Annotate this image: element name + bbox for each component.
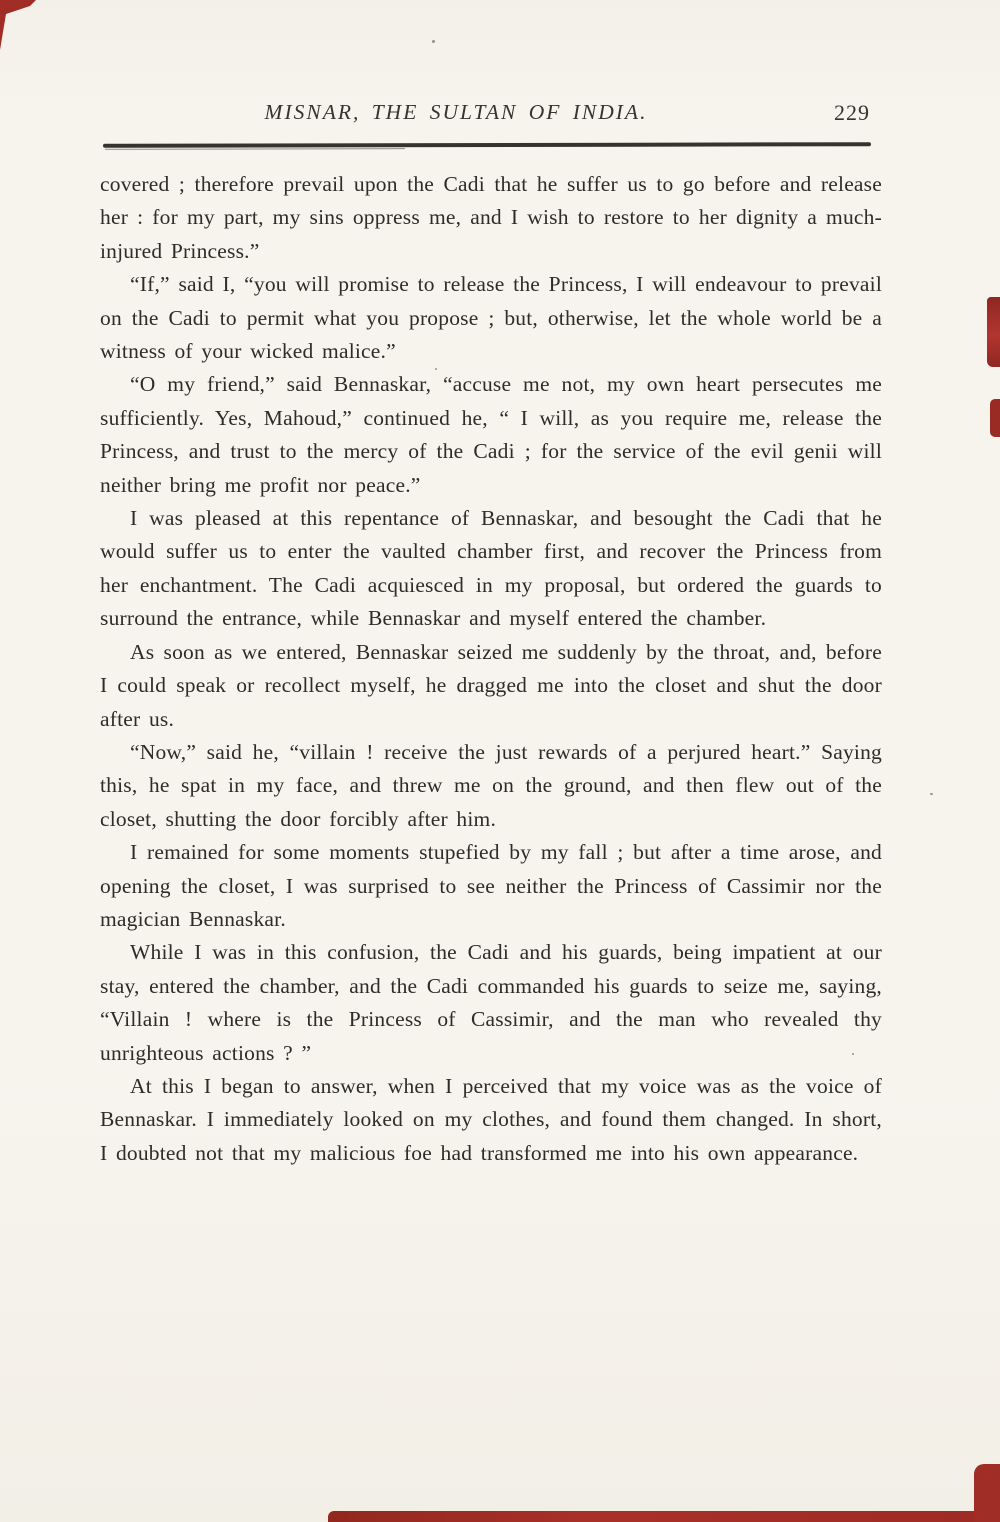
paragraph: While I was in this confusion, the Cadi and his guards, being impatient at our stay, entered the chamber, and the Cadi commanded his guards to seize me, saying, “Villain ! where is the Princess of Cassimir, and the man who revealed thy unrighteous actions ? ” [100, 940, 882, 1065]
paragraph: “O my friend,” said Bennaskar, “accuse me not, my own heart persecutes me sufficiently. Yes, Mahoud,” continued he, “ I will, as you require me, release the Princess, and trust to the mercy of the Cadi ; for the service of the evil genii will neither bring me profit nor peace.” [100, 372, 882, 497]
page-header [100, 100, 872, 134]
page-edge-stain-right-lower [990, 399, 1000, 437]
scan-speck [432, 40, 435, 43]
paragraph: covered ; therefore prevail upon the Cadi that he suffer us to go before and release her : for my part, my sins oppress me, and I wish to restore to her dignity a much-injured Princess.” [100, 172, 882, 263]
page-edge-stain-bottom [328, 1511, 1000, 1522]
page-edge-stain-top-left [0, 0, 36, 50]
paragraph: “If,” said I, “you will promise to release the Princess, I will endeavour to prevail on the Cadi to permit what you propose ; but, otherwise, let the whole world be a witness of your wicked malice.” [100, 272, 882, 364]
paragraph: I was pleased at this repentance of Bennaskar, and besought the Cadi that he would suffer us to enter the vaulted chamber first, and recover the Princess from her enchantment. The Cadi acquiesced in my proposal, but ordered the guards to surround the entrance, while Bennaskar and myself entered the chamber. [100, 506, 882, 631]
scan-speck [930, 793, 933, 795]
page-text [100, 168, 882, 1170]
paragraph: As soon as we entered, Bennaskar seized me suddenly by the throat, and, before I could speak or recollect myself, he dragged me into the closet and shut the door after us. [100, 639, 882, 731]
page-edge-stain-right-upper [987, 297, 1000, 367]
running-title: MISNAR, THE SULTAN OF INDIA. [264, 100, 648, 124]
paragraph: At this I began to answer, when I perceived that my voice was as the voice of Bennaskar. I immediately looked on my clothes, and found them changed. In short, I doubted not that my malicious foe had transformed me into his own appearance. [100, 1073, 882, 1165]
page-number: 229 [834, 100, 870, 125]
page-edge-stain-bottom-right [974, 1464, 1000, 1522]
paragraph: “Now,” said he, “villain ! receive the just rewards of a perjured heart.” Saying this, he spat in my face, and threw me on the ground, and then flew out of the closet, shutting the door forcibly after him. [100, 739, 882, 831]
header-rule [103, 142, 871, 148]
paragraph: I remained for some moments stupefied by my fall ; but after a time arose, and opening the closet, I was surprised to see neither the Princess of Cassimir nor the magician Bennaskar. [100, 840, 882, 931]
